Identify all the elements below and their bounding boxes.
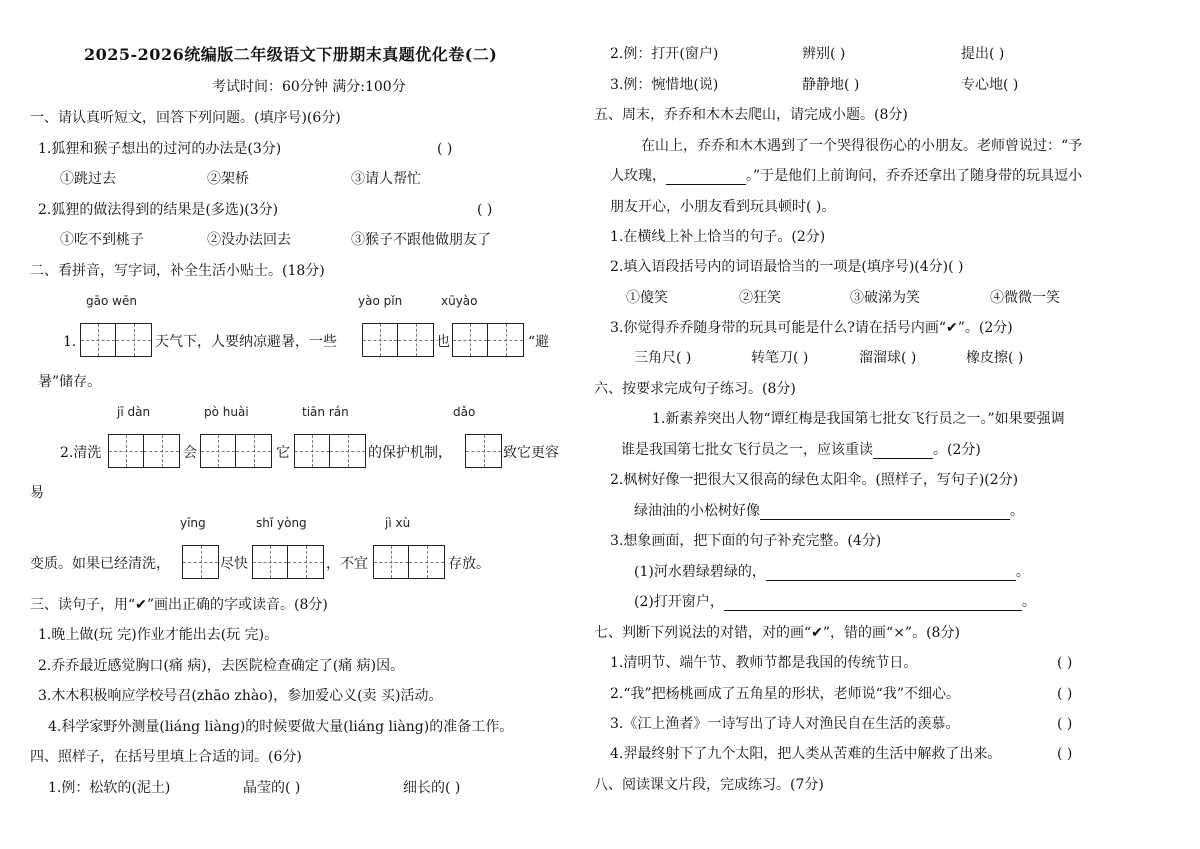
s7-item-1: 1.清明节、端午节、教师节都是我国的传统节日。 xyxy=(610,655,918,671)
s2-part-1-number: 1. xyxy=(63,334,77,350)
s1-q1-option-1: ①跳过去 xyxy=(60,171,116,187)
exam-info: 考试时间：60分钟 满分:100分 xyxy=(212,79,406,95)
pinyin-jixu: jì xù xyxy=(385,516,411,530)
s6-q1-blank[interactable] xyxy=(873,444,933,459)
writing-grid-jidan[interactable] xyxy=(108,434,180,468)
s7-item-1-paren[interactable]: ( ) xyxy=(1057,655,1073,671)
section-6-heading: 六、按要求完成句子练习。(8分) xyxy=(594,381,796,397)
s1-question-1: 1.狐狸和猴子想出的过河的办法是(3分) xyxy=(38,141,282,157)
s3-item-3[interactable]: 3.木木积极响应学校号召(zhāo zhào)，参加爱心义(卖 买)活动。 xyxy=(38,688,443,704)
s5-passage-line-2a: 人玫瑰， xyxy=(610,168,666,184)
s5-passage-line-2b: 。”于是他们上前询问，乔乔还拿出了随身带的玩具逗小 xyxy=(746,168,1083,184)
writing-grid-gaowen[interactable] xyxy=(80,323,152,357)
s5-q3-option-3[interactable]: 溜溜球( ) xyxy=(859,350,917,366)
s6-q3-a-period: 。 xyxy=(1015,564,1030,580)
s7-item-4: 4.羿最终射下了九个太阳，把人类从苦难的生活中解救了出来。 xyxy=(610,746,1002,762)
s7-item-2-paren[interactable]: ( ) xyxy=(1057,686,1073,702)
pinyin-xuyao: xūyào xyxy=(441,294,478,308)
s4-row2-item-2[interactable]: 提出( ) xyxy=(961,46,1005,62)
page-title: 2025-2026统编版二年级语文下册期末真题优化卷(二) xyxy=(84,45,498,64)
s5-question-3: 3.你觉得乔乔随身带的玩具可能是什么?请在括号内画“✔”。(2分) xyxy=(610,320,1013,336)
s5-q2-option-3: ③破涕为笑 xyxy=(850,290,920,306)
s4-row1-item-1[interactable]: 晶莹的( ) xyxy=(243,780,301,796)
s7-item-4-paren[interactable]: ( ) xyxy=(1057,746,1073,762)
pinyin-gaowen: gāo wēn xyxy=(86,294,137,308)
s4-row1-item-2[interactable]: 细长的( ) xyxy=(403,780,461,796)
s6-q3-b-line xyxy=(634,593,1036,611)
s7-item-3-paren[interactable]: ( ) xyxy=(1057,716,1073,732)
pinyin-tianran: tiān rán xyxy=(302,405,349,419)
writing-grid-tianran[interactable] xyxy=(294,434,366,468)
pinyin-dao: dǎo xyxy=(453,405,476,419)
s5-passage-line-3: 朋友开心，小朋友看到玩具顿时( )。 xyxy=(610,199,836,215)
s6-q2-blank[interactable] xyxy=(760,505,1010,520)
s5-q2-option-2: ②狂笑 xyxy=(739,290,781,306)
s7-item-3: 3.《江上渔者》一诗写出了诗人对渔民自在生活的羡慕。 xyxy=(610,716,960,732)
s2-p2-text-3: 它 xyxy=(276,445,290,461)
s2-p1-text-3: “避 xyxy=(528,334,550,350)
writing-grid-xuyao[interactable] xyxy=(452,323,524,357)
s2-p1-text-1: 天气下，人要纳凉避暑，一些 xyxy=(155,334,337,350)
s6-q1-line-2b: 。(2分) xyxy=(933,442,981,458)
s6-question-2: 2.枫树好像一把很大又很高的绿色太阳伞。(照样子，写句子)(2分) xyxy=(610,472,1019,488)
s5-passage-line-2 xyxy=(610,167,1082,185)
section-8-heading: 八、阅读课文片段，完成练习。(7分) xyxy=(594,777,824,793)
s2-p3-text-3: ，不宜 xyxy=(326,556,368,572)
s4-row3-item-1[interactable]: 静静地( ) xyxy=(802,77,860,93)
s5-q3-option-2[interactable]: 转笔刀( ) xyxy=(751,350,809,366)
s2-p3-text-1: 变质。如果已经清洗， xyxy=(30,556,170,572)
section-1-heading: 一、请认真听短文，回答下列问题。(填序号)(6分) xyxy=(30,110,341,126)
s4-row2-example: 2.例：打开(窗户) xyxy=(610,46,719,62)
s3-item-4[interactable]: 4.科学家野外测量(liáng liàng)的时候要做大量(liáng liàng)的准备工作。 xyxy=(48,719,514,735)
s3-item-2[interactable]: 2.乔乔最近感觉胸口(痛 病)，去医院检查确定了(痛 病)因。 xyxy=(38,658,405,674)
s4-row3-item-2[interactable]: 专心地( ) xyxy=(961,77,1019,93)
s6-question-1-line-2 xyxy=(621,441,981,459)
s6-q3-a-blank[interactable] xyxy=(766,566,1016,581)
writing-grid-jixu[interactable] xyxy=(373,545,445,579)
s1-question-2: 2.狐狸的做法得到的结果是(多选)(3分) xyxy=(38,202,279,218)
s2-p1-continuation: 暑”储存。 xyxy=(38,374,102,390)
s1-q1-option-2: ②架桥 xyxy=(207,171,249,187)
s3-item-1[interactable]: 1.晚上做(玩 完)作业才能出去(玩 完)。 xyxy=(38,627,279,643)
s2-p3-text-2: 尽快 xyxy=(220,556,248,572)
s5-question-2: 2.填入语段括号内的词语最恰当的一项是(填序号)(4分)( ) xyxy=(610,259,964,275)
writing-grid-yaopin[interactable] xyxy=(362,323,434,357)
s6-q3-b-prompt: (2)打开窗户， xyxy=(634,594,724,610)
pinyin-yaopin: yào pǐn xyxy=(358,294,403,308)
writing-grid-ying[interactable] xyxy=(182,545,219,579)
s5-q3-option-4[interactable]: 橡皮擦( ) xyxy=(966,350,1024,366)
s5-question-1: 1.在横线上补上恰当的句子。(2分) xyxy=(610,229,826,245)
s1-q1-answer-paren[interactable]: ( ) xyxy=(437,141,453,157)
s6-q3-a-line xyxy=(634,563,1030,581)
s6-question-3: 3.想象画面，把下面的句子补充完整。(4分) xyxy=(610,533,882,549)
s2-p2-text-4: 的保护机制， xyxy=(368,445,452,461)
s2-p3-text-4: 存放。 xyxy=(448,556,490,572)
s1-q1-option-3: ③请人帮忙 xyxy=(351,171,421,187)
s1-q2-option-3: ③猴子不跟他做朋友了 xyxy=(351,232,491,248)
s4-row3-example: 3.例：惋惜地(说) xyxy=(610,77,719,93)
pinyin-ying: yīng xyxy=(180,516,206,530)
pinyin-shiyong: shǐ yòng xyxy=(256,516,307,530)
s5-q2-option-4: ④微微一笑 xyxy=(990,290,1060,306)
s2-p2-text-5: 致它更容 xyxy=(503,445,559,461)
pinyin-pohuai: pò huài xyxy=(204,405,249,419)
s6-q1-line-2a: 谁是我国第七批女飞行员之一，应该重读 xyxy=(621,442,873,458)
s2-p2-continuation: 易 xyxy=(30,485,44,501)
s4-row2-item-1[interactable]: 辨别( ) xyxy=(802,46,846,62)
s1-q2-option-1: ①吃不到桃子 xyxy=(60,232,144,248)
writing-grid-pohuai[interactable] xyxy=(200,434,272,468)
section-4-heading: 四、照样子，在括号里填上合适的词。(6分) xyxy=(30,749,302,765)
section-5-heading: 五、周末，乔乔和木木去爬山，请完成小题。(8分) xyxy=(594,107,908,123)
s6-q2-period: 。 xyxy=(1010,503,1024,519)
s2-p2-text-2: 会 xyxy=(183,445,197,461)
s1-q2-answer-paren[interactable]: ( ) xyxy=(477,202,493,218)
s5-passage-line-1: 在山上，乔乔和木木遇到了一个哭得很伤心的小朋友。老师曾说过：“予 xyxy=(641,138,1083,154)
s4-row1-example: 1.例：松软的(泥土) xyxy=(48,780,171,796)
s6-q3-a-prompt: (1)河水碧绿碧绿的， xyxy=(634,564,766,580)
section-3-heading: 三、读句子，用“✔”画出正确的字或读音。(8分) xyxy=(30,597,328,613)
s5-blank-sentence[interactable] xyxy=(666,170,746,185)
s6-question-1-line-1: 1.新素养突出人物“谭红梅是我国第七批女飞行员之一。”如果要强调 xyxy=(652,411,1065,427)
s5-q3-option-1[interactable]: 三角尺( ) xyxy=(634,350,692,366)
s5-q2-option-1: ①傻笑 xyxy=(626,290,668,306)
s1-q2-option-2: ②没办法回去 xyxy=(207,232,291,248)
s6-q3-b-period: 。 xyxy=(1021,594,1036,610)
pinyin-jidan: jī dàn xyxy=(117,405,151,419)
s2-p2-text-1: 2.清洗 xyxy=(60,445,102,461)
s6-q2-prompt: 绿油油的小松树好像 xyxy=(634,503,760,519)
s6-q3-b-blank[interactable] xyxy=(724,596,1022,611)
s6-q2-answer-line xyxy=(634,502,1024,520)
section-7-heading: 七、判断下列说法的对错，对的画“✔”，错的画“×”。(8分) xyxy=(594,625,960,641)
writing-grid-dao[interactable] xyxy=(465,434,502,468)
section-2-heading: 二、看拼音，写字词，补全生活小贴士。(18分) xyxy=(30,263,325,279)
s7-item-2: 2.“我”把杨桃画成了五角星的形状，老师说“我”不细心。 xyxy=(610,686,960,702)
writing-grid-shiyong[interactable] xyxy=(252,545,324,579)
s2-p1-text-2: 也 xyxy=(436,334,450,350)
